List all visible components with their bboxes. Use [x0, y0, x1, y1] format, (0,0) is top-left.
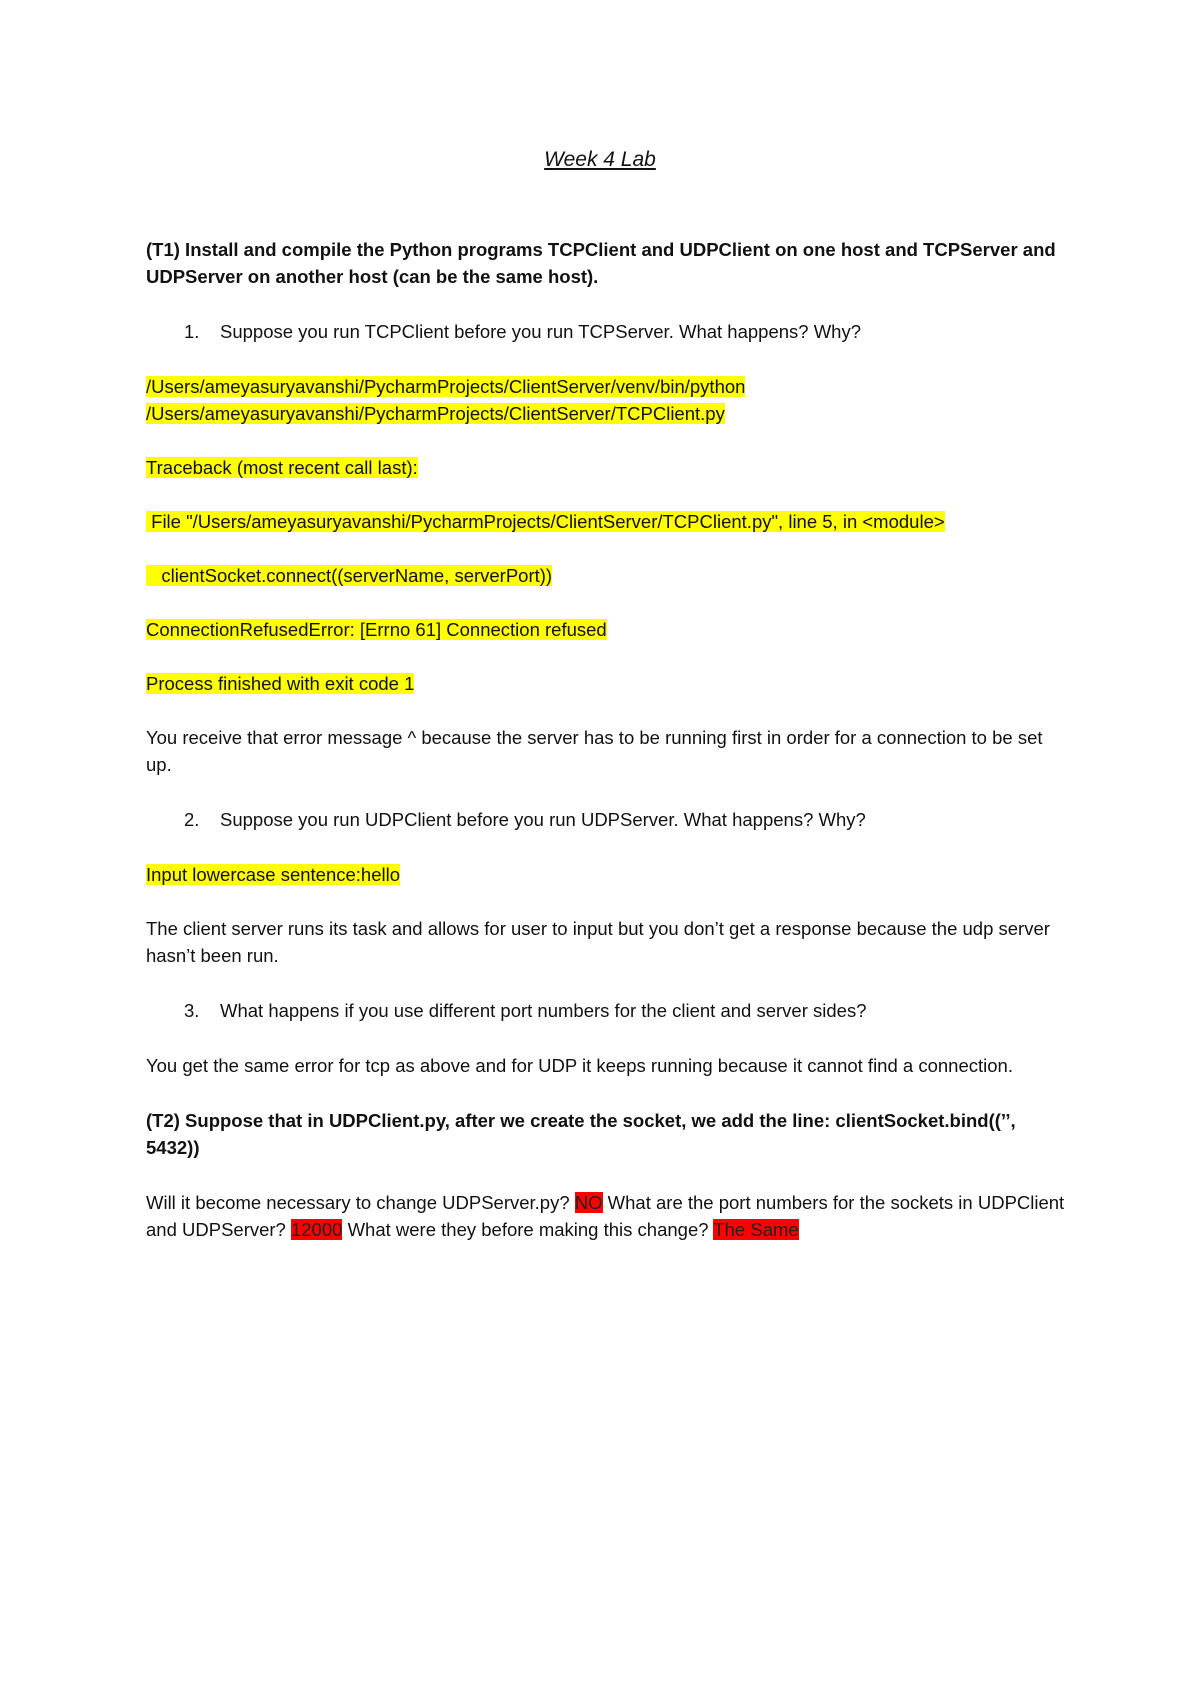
t2-question-c: What were they before making this change?: [347, 1219, 709, 1240]
output-traceback: Traceback (most recent call last):: [146, 457, 418, 478]
question-3-number: 3.: [184, 1000, 200, 1021]
page-title: Week 4 Lab: [544, 148, 656, 171]
answer-2: The client server runs its task and allows for user to input but you don’t get a response because the udp server hasn’t been run.: [146, 918, 1050, 966]
t2-questions: [146, 1189, 1066, 1243]
output-error: ConnectionRefusedError: [Errno 61] Connection refused: [146, 619, 607, 640]
output-file-line: File "/Users/ameyasuryavanshi/PycharmProjects/ClientServer/TCPClient.py", line 5, in <module>: [146, 511, 945, 532]
question-2-number: 2.: [184, 809, 200, 830]
t2-answer-a: NO: [574, 1192, 603, 1213]
question-1: [184, 318, 1066, 345]
t2-question-b: What are the port numbers for the sockets in UDPClient and UDPServer?: [146, 1192, 1065, 1240]
t2-heading: (T2) Suppose that in UDPClient.py, after we create the socket, we add the line: clientSocket.bind((’’, 5432)): [146, 1110, 1016, 1158]
output-udp-input: Input lowercase sentence:hello: [146, 864, 401, 885]
t1-heading: (T1) Install and compile the Python programs TCPClient and UDPClient on one host and TCPServer and UDPServer on another host (can be the same host).: [146, 239, 1056, 287]
question-1-text: Suppose you run TCPClient before you run TCPServer. What happens? Why?: [220, 321, 861, 342]
t2-answer-c: The Same: [713, 1219, 799, 1240]
output-cmd-line1: /Users/ameyasuryavanshi/PycharmProjects/ClientServer/venv/bin/python: [146, 376, 746, 397]
question-3: [184, 997, 1066, 1024]
answer-1: You receive that error message ^ because the server has to be running first in order for a connection to be set up.: [146, 727, 1043, 775]
output-code-line: clientSocket.connect((serverName, serverPort)): [146, 565, 553, 586]
question-2: [184, 806, 1066, 833]
question-1-number: 1.: [184, 321, 200, 342]
answer-3: You get the same error for tcp as above and for UDP it keeps running because it cannot find a connection.: [146, 1055, 1013, 1076]
t2-answer-b: 12000: [290, 1219, 343, 1240]
question-2-text: Suppose you run UDPClient before you run UDPServer. What happens? Why?: [220, 809, 866, 830]
output-cmd: [146, 373, 1066, 427]
document-body: [146, 236, 1066, 1243]
output-exit: Process finished with exit code 1: [146, 673, 415, 694]
question-3-text: What happens if you use different port numbers for the client and server sides?: [220, 1000, 867, 1021]
t2-question-a: Will it become necessary to change UDPServer.py?: [146, 1192, 570, 1213]
output-cmd-line2: /Users/ameyasuryavanshi/PycharmProjects/ClientServer/TCPClient.py: [146, 403, 725, 424]
